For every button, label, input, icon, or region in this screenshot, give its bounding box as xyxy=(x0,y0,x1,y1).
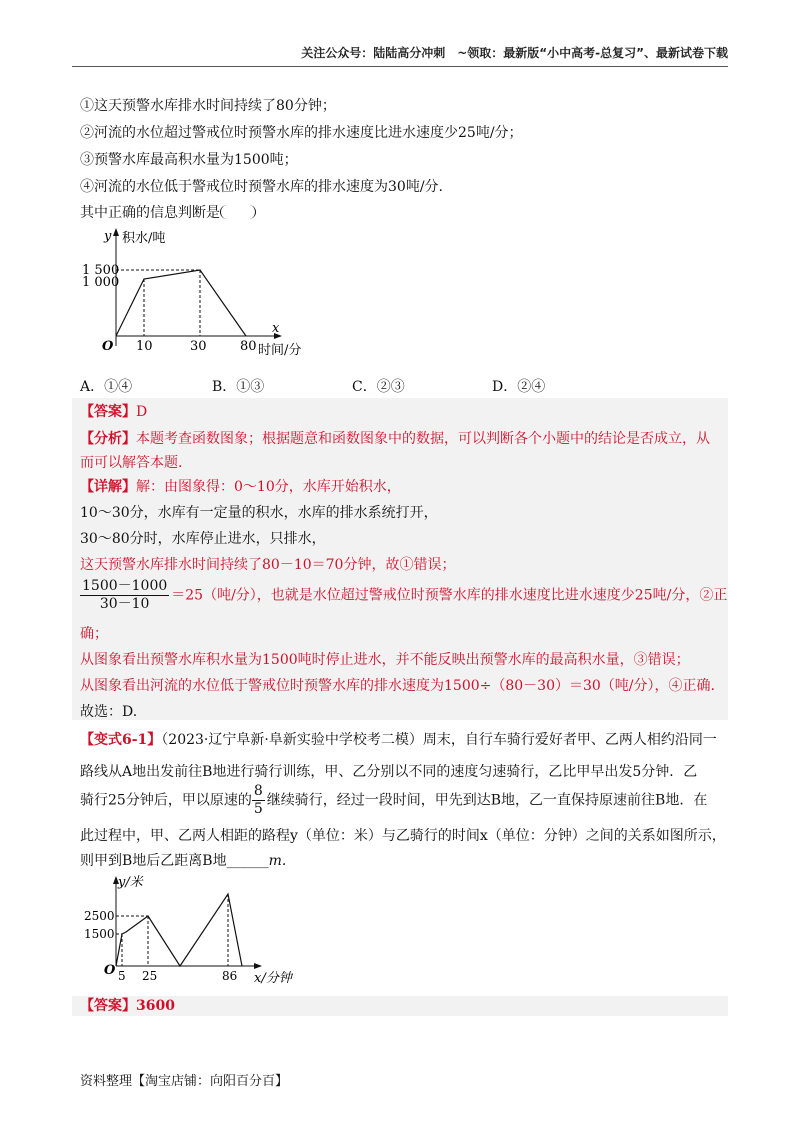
answer-value: D xyxy=(136,404,148,420)
x-tick-86: 86 xyxy=(222,969,238,983)
option-d[interactable]: D．②④ xyxy=(492,379,546,395)
y-tick-1500: 1500 xyxy=(84,927,115,941)
variant-line-2: 路线从A地出发前往B地进行骑行训练，甲、乙分别以不同的速度匀速骑行，乙比甲早出发5分钟．乙 xyxy=(80,764,698,780)
option-c[interactable]: C．②③ xyxy=(352,379,405,395)
variant-fraction-den: 5 xyxy=(253,801,263,817)
header-divider xyxy=(72,66,728,67)
variant-fraction xyxy=(252,783,265,818)
fraction-numerator: 1500－1000 xyxy=(82,578,168,594)
answer-parentheses xyxy=(220,205,256,219)
x-tick-80: 80 xyxy=(240,339,257,354)
x-axis-label: x/分钟 xyxy=(254,971,292,986)
answer-line xyxy=(80,403,147,421)
x-tick-10: 10 xyxy=(136,339,153,354)
graph-distance xyxy=(80,872,320,990)
volume-curve xyxy=(116,270,246,336)
fraction-denominator: 30－10 xyxy=(99,596,150,612)
detail-line-9: 故选：D. xyxy=(80,704,138,720)
y-axis-arrow xyxy=(113,228,119,236)
analysis-tag: 【分析】 xyxy=(80,431,136,447)
y-tick-2500: 2500 xyxy=(84,909,115,923)
x-axis-label: 时间/分 xyxy=(258,343,302,358)
answer-tag: 【答案】 xyxy=(80,404,136,420)
detail-line-6: 确； xyxy=(80,626,108,642)
analysis-line-1 xyxy=(80,430,710,448)
detail-line-3: 30～80分时，水库停止进水，只排水， xyxy=(80,531,326,547)
y-axis-label: 积水/吨 xyxy=(122,231,166,246)
prompt-text: 其中正确的信息判断是 xyxy=(80,205,220,221)
origin-label: O xyxy=(102,339,114,354)
page-header: 关注公众号：陆陆高分冲刺 ~领取：最新版“小中高考-总复习”、最新试卷下载 xyxy=(301,46,728,60)
fraction xyxy=(80,578,169,613)
option-a[interactable]: A．①④ xyxy=(80,379,133,395)
analysis-text-1: 本题考查函数图象；根据题意和函数图象中的数据，可以判断各个小题中的结论是否成立，从 xyxy=(136,431,710,447)
variant-text-5a: 则甲到B地后乙距离B地 xyxy=(80,853,227,869)
distance-curve xyxy=(116,894,242,966)
statement-1: ①这天预警水库排水时间持续了80分钟； xyxy=(80,98,336,114)
variant-tag: 【变式6-1】 xyxy=(80,732,162,748)
detail-text-1: 解：由图象得：0～10分，水库开始积水， xyxy=(136,479,401,495)
origin-label: O xyxy=(104,963,116,978)
question-prompt xyxy=(80,204,256,222)
y-axis-letter: y xyxy=(104,229,112,244)
detail-line-4: 这天预警水库排水时间持续了80－10＝70分钟，故①错误； xyxy=(80,557,456,573)
detail-line-2: 10～30分，水库有一定量的积水，水库的排水系统打开， xyxy=(80,505,438,521)
x-tick-30: 30 xyxy=(190,339,207,354)
answer2-value: 3600 xyxy=(136,998,175,1014)
y-tick-1000: 1 000 xyxy=(82,275,120,290)
x-tick-25: 25 xyxy=(142,969,158,983)
x-tick-5: 5 xyxy=(118,969,126,983)
variant-line-5 xyxy=(80,852,286,870)
x-axis-arrow xyxy=(254,963,262,969)
variant-line-4: 此过程中，甲、乙两人相距的路程y（单位：米）与乙骑行的时间x（单位：分钟）之间的关系如图所示， xyxy=(80,828,726,844)
detail-line-7: 从图象看出预警水库积水量为1500吨时停止进水，并不能反映出预警水库的最高积水量，③错误； xyxy=(80,652,690,668)
variant-text-3b: 继续骑行，经过一段时间，甲先到达B地，乙一直保持原速前往B地．在 xyxy=(266,792,708,809)
statement-4: ④河流的水位低于警戒位时预警水库的排水速度为30吨/分. xyxy=(80,179,443,195)
analysis-line-2: 而可以解答本题. xyxy=(80,455,183,471)
detail-line-5 xyxy=(80,578,727,613)
variant-text-3a: 骑行25分钟后，甲以原速的 xyxy=(80,792,252,809)
option-b[interactable]: B．①③ xyxy=(212,379,265,395)
answer2-tag: 【答案】 xyxy=(80,998,136,1014)
variant-line-3 xyxy=(80,783,707,818)
graph-water-volume xyxy=(80,222,340,362)
statement-2: ②河流的水位超过警戒位时预警水库的排水速度比进水速度少25吨/分； xyxy=(80,125,523,141)
detail-tag: 【详解】 xyxy=(80,479,136,495)
x-axis-letter: x xyxy=(272,321,280,336)
detail-line-8: 从图象看出河流的水位低于警戒位时预警水库的排水速度为1500÷（80－30）＝30（吨/分），④正确. xyxy=(80,678,715,694)
y-tick-1500: 1 500 xyxy=(82,263,120,278)
variant-fraction-num: 8 xyxy=(253,783,263,799)
answer-blank[interactable]: ______ xyxy=(226,853,269,869)
answer2-line xyxy=(80,997,175,1015)
detail-text-5: ＝25（吨/分），也就是水位超过警戒位时预警水库的排水速度比进水速度少25吨/分，②正 xyxy=(171,587,728,604)
variant-text-1: （2023·辽宁阜新·阜新实验中学校考二模）周末，自行车骑行爱好者甲、乙两人相约沿同一 xyxy=(161,732,717,748)
detail-line-1 xyxy=(80,478,401,496)
statement-3: ③预警水库最高积水量为1500吨； xyxy=(80,152,298,168)
page-footer: 资料整理【淘宝店铺：向阳百分百】 xyxy=(80,1074,289,1089)
variant-text-5b: m. xyxy=(268,853,287,869)
y-axis-label: y/米 xyxy=(118,875,143,890)
variant-line-1 xyxy=(80,731,717,749)
